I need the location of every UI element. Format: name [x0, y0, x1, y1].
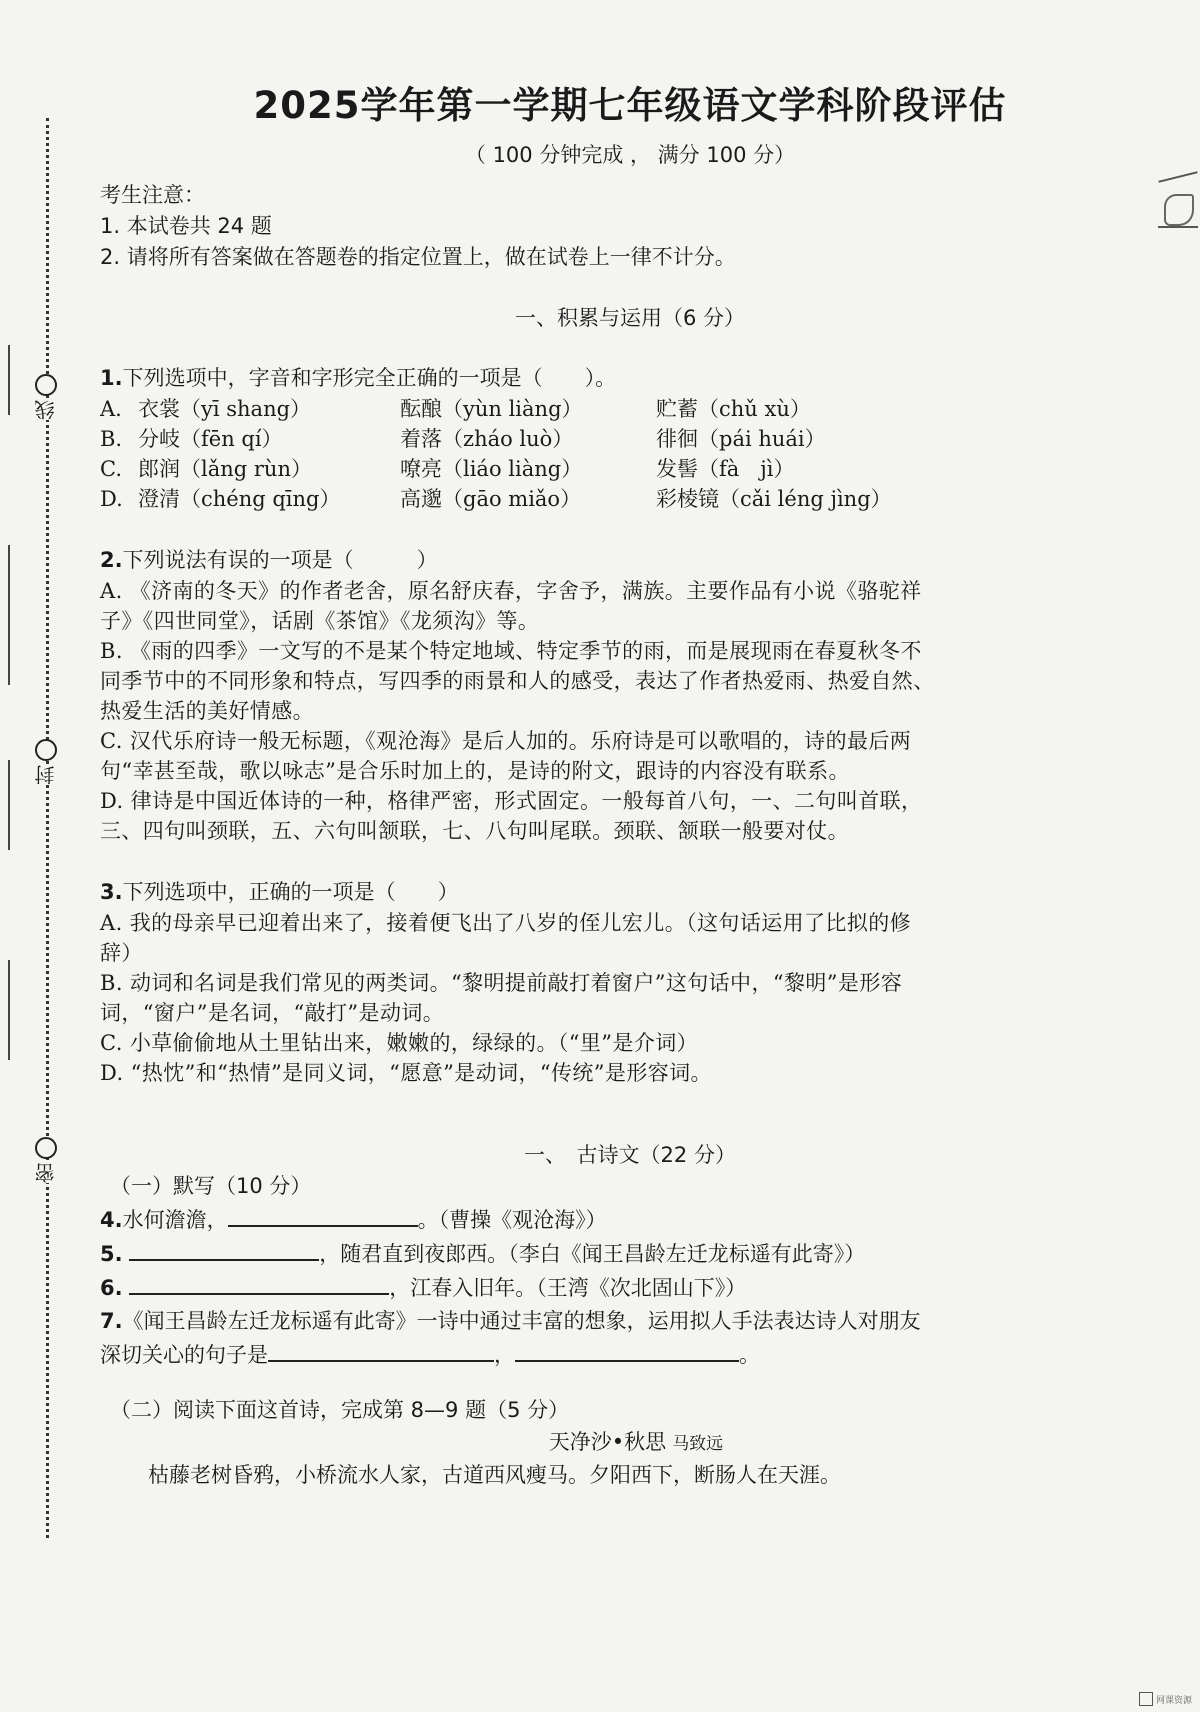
question-7: 7.《闻王昌龄左迁龙标遥有此寄》一诗中通过丰富的想象，运用拟人手法表达诗人对朋友 深切关心的句子是 ， 。: [100, 1309, 921, 1367]
notice-item: 2. 请将所有答案做在答题卷的指定位置上，做在试卷上一律不计分。: [100, 245, 736, 269]
subsection-heading: （一）默写（10 分）: [110, 1174, 312, 1198]
option-row: B. 分岐（fēn qí） 着落（zháo luò） 徘徊（pái huái）: [100, 427, 826, 451]
question-number: 2.: [100, 548, 123, 572]
question-4: 4.水何澹澹， 。（曹操《观沧海》）: [100, 1203, 1100, 1237]
exam-content: [100, 82, 1100, 1491]
question-6: 6. ，江春入旧年。（王湾《次北固山下》）: [100, 1271, 1100, 1305]
question-number: 3.: [100, 880, 123, 904]
question-stem: 下列说法有误的一项是（ ）: [122, 548, 438, 572]
poem-author: 马致远: [672, 1434, 724, 1454]
exam-subtitle: （ 100 分钟完成 ， 满分 100 分）: [464, 143, 796, 167]
question-2: [100, 544, 1100, 846]
answer-blank[interactable]: [515, 1338, 739, 1362]
question-text: A. 《济南的冬天》的作者老舍，原名舒庆春，字舍予，满族。主要作品有小说《骆驼祥 子》《四世同堂》，话剧《茶馆》《龙须沟》等。 B. 《雨的四季》一文写的不是某个特定地域、特定季节的雨，而是展现雨在春夏秋冬不 同季节中的不同形象和特点，写四季的雨景和人的感受，表达了作者热爱雨、热爱自然、 热爱生活的美好情感。 C. 汉代乐府诗一般无标题，《观沧海》是后人加的。乐府诗是可以歌唱的，诗的最后两 句“幸甚至哉，歌以咏志”是合乐时加上的，是诗的附文，跟诗的内容没有联系。 D. 律诗是中国近体诗的一种，格律严密，形式固定。一般每首八句，一、二句叫首联， 三、四句叫颈联，五、六句叫颔联，七、八句叫尾联。颈联、颔联一般要对仗。: [100, 579, 935, 843]
section-heading: 一、 古诗文（22 分）: [524, 1143, 736, 1167]
poem-title: 天净沙•秋思 马致远: [548, 1430, 724, 1454]
answer-blank[interactable]: [268, 1338, 494, 1362]
binding-ring-icon: [35, 374, 57, 396]
question-number: 1.: [100, 366, 123, 390]
watermark: 网课资源: [1139, 1692, 1192, 1706]
answer-blank[interactable]: [129, 1271, 389, 1295]
binding-mark-mi: [28, 1133, 64, 1183]
candidate-notice: [100, 180, 1100, 273]
binding-margin: [0, 0, 80, 1712]
binding-mark-feng: [28, 735, 64, 785]
binding-dotted-line: [46, 118, 49, 1538]
poem-body: 枯藤老树昏鸦，小桥流水人家，古道西风瘦马。夕阳西下，断肠人在天涯。: [148, 1463, 841, 1487]
option-row: D. 澄清（chéng qīng） 高邈（gāo miǎo） 彩棱镜（cǎi léng jìng）: [100, 487, 892, 511]
section-heading: 一、积累与运用（6 分）: [514, 306, 746, 330]
notice-item: 1. 本试卷共 24 题: [100, 214, 272, 238]
question-stem: 下列选项中，正确的一项是（ ）: [122, 880, 459, 904]
option-row: C. 郎润（lǎng rùn） 嘹亮（liáo liàng） 发髻（fà jì）: [100, 457, 795, 481]
binding-char-mi: 密: [34, 1163, 58, 1183]
right-edge-scribble: [1150, 160, 1200, 280]
answer-blank[interactable]: [228, 1203, 418, 1227]
page-title: 2025学年第一学期七年级语文学科阶段评估: [253, 84, 1007, 127]
binding-mark-xian: [28, 370, 64, 420]
subsection-heading: （二）阅读下面这首诗，完成第 8—9 题（5 分）: [110, 1398, 570, 1422]
binding-solid-line: [8, 345, 10, 415]
binding-char-feng: 封: [34, 765, 58, 785]
option-row: A. 衣裳（yī shang） 酝酿（yùn liàng） 贮蓄（chǔ xù）: [100, 397, 811, 421]
answer-blank[interactable]: [129, 1237, 319, 1261]
question-5: 5. ，随君直到夜郎西。（李白《闻王昌龄左迁龙标遥有此寄》）: [100, 1237, 1100, 1271]
binding-ring-icon: [35, 1137, 57, 1159]
binding-char-xian: 线: [34, 400, 58, 420]
notice-heading: 考生注意：: [100, 183, 205, 207]
binding-solid-line: [8, 545, 10, 685]
binding-solid-line: [8, 960, 10, 1060]
binding-ring-icon: [35, 739, 57, 761]
question-stem: 下列选项中，字音和字形完全正确的一项是（ ）。: [122, 366, 617, 390]
question-1: [100, 362, 1100, 514]
watermark-logo-icon: [1139, 1692, 1153, 1706]
question-3: [100, 876, 1100, 1088]
binding-solid-line: [8, 760, 10, 850]
question-text: A. 我的母亲早已迎着出来了，接着便飞出了八岁的侄儿宏儿。（这句话运用了比拟的修 辞） B. 动词和名词是我们常见的两类词。“黎明提前敲打着窗户”这句话中，“黎明”是形容 词，“窗户”是名词，“敲打”是动词。 C. 小草偷偷地从土里钻出来，嫩嫩的，绿绿的。（“里”是介词） D. “热忱”和“热情”是同义词，“愿意”是动词，“传统”是形容词。: [100, 911, 912, 1085]
